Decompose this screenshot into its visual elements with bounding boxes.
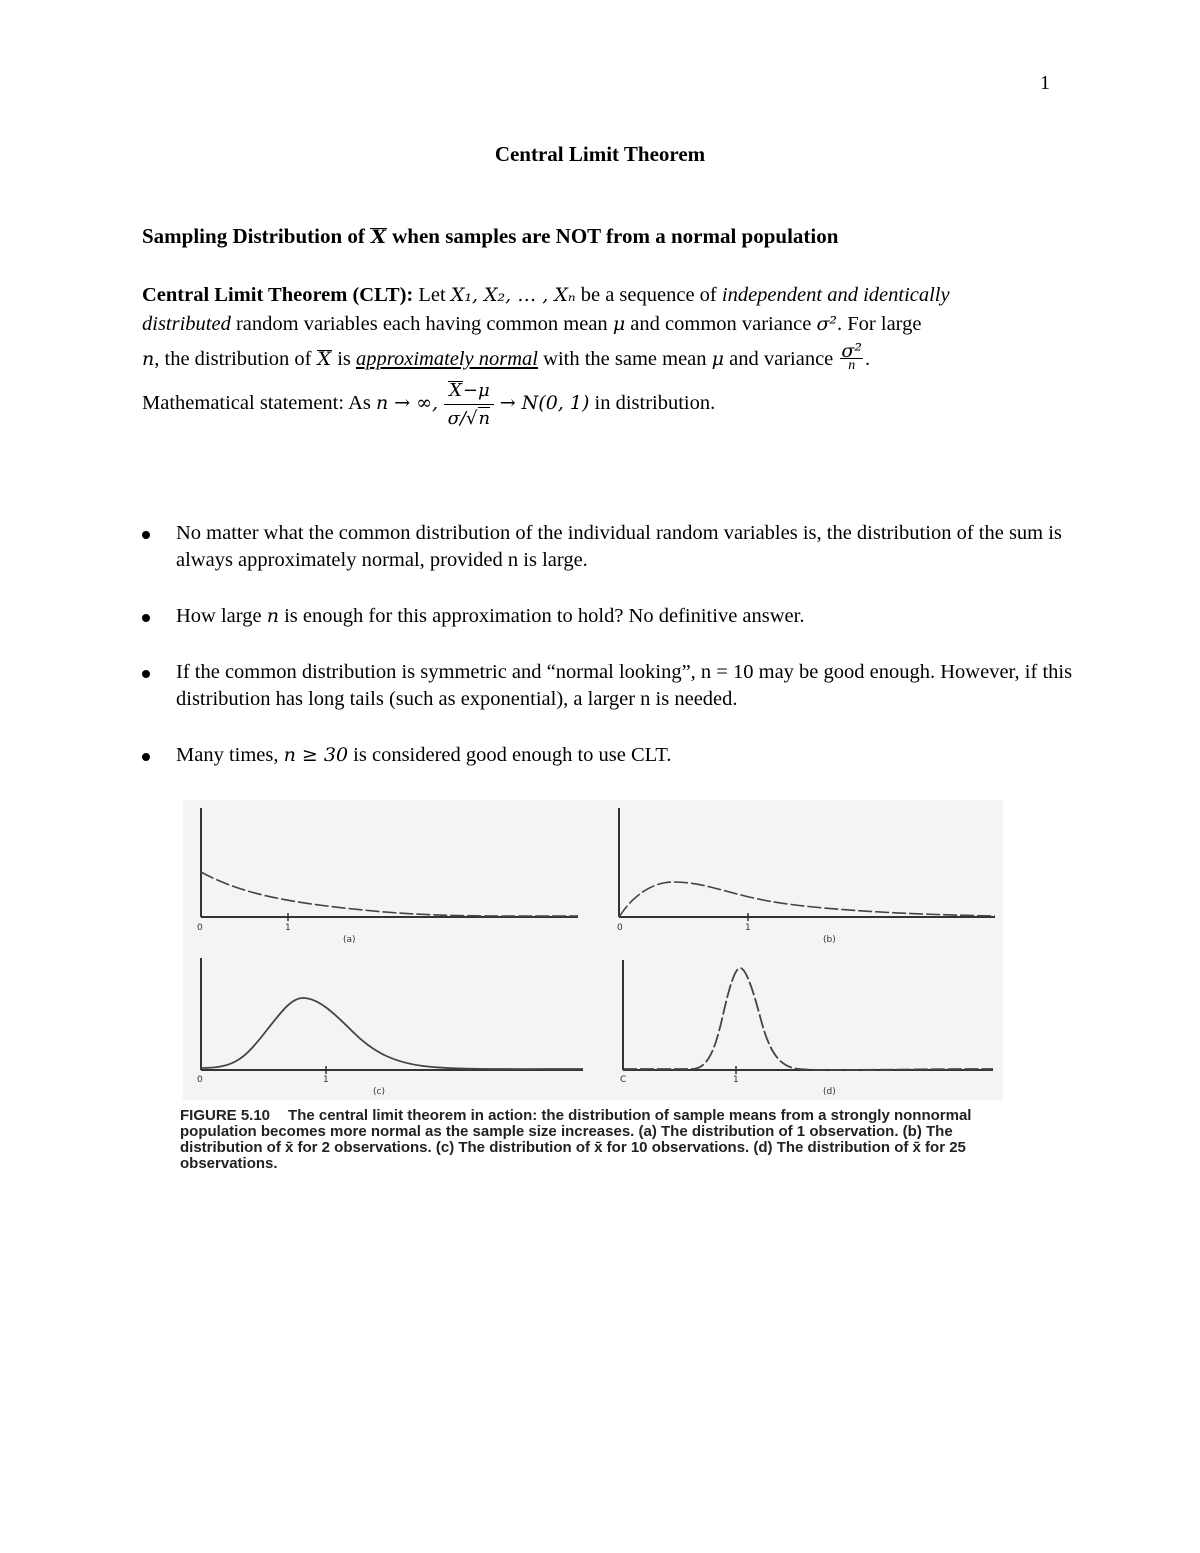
clt-mu: μ: [711, 348, 725, 370]
bullet-math: n ≥ 30: [283, 744, 349, 766]
heading-text: Sampling Distribution of: [142, 224, 371, 248]
heading-xbar: X: [371, 226, 386, 248]
panel-a-label: (a): [343, 935, 356, 945]
panel-a-x1: 1: [285, 923, 291, 933]
list-item: [142, 659, 1082, 713]
bullet-text: No matter what the common distribution of the individual random variables is, the distribution of the sum is always approximately normal, provided n is large.: [176, 522, 1062, 571]
bullet-text: Many times,: [176, 744, 284, 766]
figure-number: FIGURE 5.10: [180, 1107, 271, 1124]
numerator-rest: −μ: [462, 380, 490, 401]
clt-line-2: [142, 310, 1062, 339]
bullet-icon: [142, 753, 150, 761]
clt-xbar: X: [317, 348, 332, 370]
clt-approx-normal: approximately normal: [356, 348, 539, 370]
bullet-text: is considered good enough to use CLT.: [348, 744, 672, 766]
panel-b-x1: 1: [745, 923, 751, 933]
bullet-icon: [142, 670, 150, 678]
clt-text: with the same mean: [538, 348, 712, 370]
clt-sigma2: σ²: [816, 313, 838, 335]
panel-c-x0: 0: [197, 1075, 203, 1085]
variance-fraction: [840, 339, 863, 373]
bullet-text: is enough for this approximation to hold? No definitive answer.: [278, 605, 805, 627]
numerator-xbar: X: [449, 380, 462, 401]
clt-text: random variables each having common mean: [230, 313, 613, 335]
bullet-text: If the common distribution is symmetric and “normal looking”, n = 10 may be good enough. However, if this distribution has long tails (such as exponential), a larger n is needed.: [176, 661, 1073, 710]
denominator-sigma: σ/: [447, 408, 467, 429]
clt-text: Let: [413, 284, 451, 306]
fraction-denominator: [444, 405, 494, 429]
panel-d-label: (d): [823, 1087, 836, 1097]
math-label: Mathematical statement: As: [142, 392, 376, 415]
clt-sequence: X₁, X₂, … , Xₙ: [450, 284, 576, 306]
bullet-icon: [142, 531, 150, 539]
clt-iid: independent and identically: [721, 284, 950, 306]
bullet-icon: [142, 614, 150, 622]
math-normal: N(0, 1): [521, 392, 590, 415]
variance-denominator: n: [848, 357, 856, 373]
list-item: [142, 742, 1082, 769]
math-limit: n → ∞,: [375, 392, 439, 415]
figure-caption: [180, 1108, 1030, 1172]
page-title: Central Limit Theorem: [494, 142, 706, 166]
clt-n: n: [142, 348, 155, 370]
bullet-list: [142, 520, 1082, 798]
page-number: 1: [1040, 72, 1050, 94]
panel-a-x0: 0: [197, 923, 203, 933]
math-arrow: →: [499, 392, 522, 415]
panel-d-x0: C: [620, 1075, 627, 1085]
section-heading: [142, 224, 838, 249]
clt-text: . For large: [837, 313, 922, 335]
sqrt-n: n: [478, 408, 491, 429]
clt-text: and variance: [724, 348, 839, 370]
heading-text-rest: when samples are NOT from a normal population: [386, 224, 839, 248]
fraction-numerator: [444, 380, 494, 405]
clt-label: Central Limit Theorem (CLT):: [142, 284, 414, 306]
bullet-text: How large: [176, 605, 267, 627]
math-tail: in distribution.: [589, 392, 716, 415]
caption-text: The central limit theorem in action: the distribution of sample means from a strongly nonnormal population becomes more normal as the sample size increases. (a) The distribution of 1 observation. (b) The distribution of x̄ for 2 observations. (c) The distribution of x̄ for 10 observations. (d) The distribution of x̄ for 25 observations.: [180, 1107, 972, 1172]
clt-line-3: [142, 339, 1062, 375]
clt-mu: μ: [612, 313, 626, 335]
clt-iid: distributed: [142, 313, 231, 335]
variance-numerator: σ²: [841, 339, 863, 362]
clt-text: be a sequence of: [575, 284, 722, 306]
list-item: [142, 603, 1082, 630]
panel-b-x0: 0: [617, 923, 623, 933]
clt-text: and common variance: [625, 313, 817, 335]
standardized-fraction: [444, 380, 494, 429]
clt-text: is: [332, 348, 356, 370]
clt-line-1: [142, 281, 1062, 310]
panel-b-label: (b): [823, 935, 836, 945]
panel-c-label: (c): [373, 1087, 385, 1097]
panel-c-x1: 1: [323, 1075, 329, 1085]
list-item: [142, 520, 1082, 574]
clt-text: .: [865, 348, 871, 370]
clt-figure: [183, 800, 1003, 1100]
sqrt-symbol: √: [466, 408, 478, 429]
clt-text: , the distribution of: [154, 348, 317, 370]
math-statement: [142, 380, 715, 440]
figure-svg: [183, 800, 1003, 1100]
bullet-math: n: [266, 605, 279, 627]
panel-d-x1: 1: [733, 1075, 739, 1085]
